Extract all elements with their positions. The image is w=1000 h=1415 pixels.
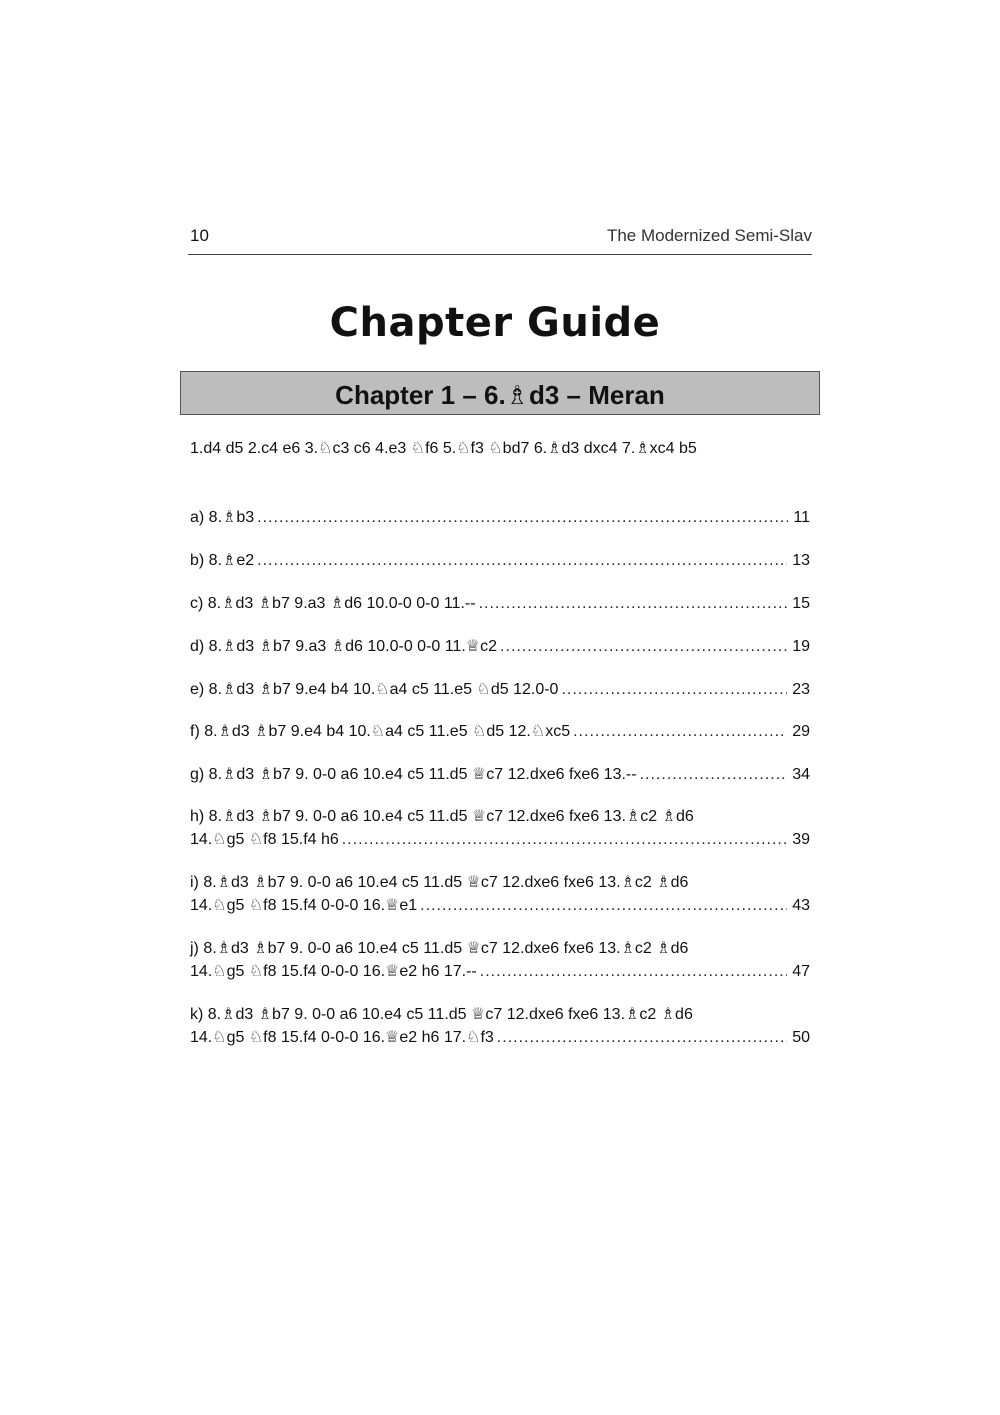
toc-dot-leader: [561, 678, 787, 701]
toc-entry[interactable]: [190, 549, 810, 572]
page-number: 10: [190, 226, 209, 245]
toc-line: [190, 720, 810, 743]
toc-line: [190, 1003, 810, 1026]
toc-variation-text: h) 8.♗d3 ♗b7 9. 0-0 a6 10.e4 c5 11.d5 ♕c7 12.dxe6 fxe6 13.♗c2 ♗d6: [190, 808, 694, 825]
toc-entry[interactable]: [190, 871, 810, 917]
toc-variation-text: c) 8.♗d3 ♗b7 9.a3 ♗d6 10.0-0 0-0 11.--: [190, 595, 476, 612]
toc-page-number: 43: [792, 897, 810, 914]
toc-line: [190, 871, 810, 894]
toc-dot-leader: [479, 592, 788, 615]
toc-entry[interactable]: [190, 805, 810, 851]
toc-variation-text: 14.♘g5 ♘f8 15.f4 0-0-0 16.♕e2 h6 17.♘f3: [190, 1029, 494, 1046]
toc-dot-leader: [500, 635, 787, 658]
toc-line: [190, 763, 810, 786]
toc-entry[interactable]: [190, 720, 810, 743]
toc-dot-leader: [480, 960, 787, 983]
toc-variation-text: 14.♘g5 ♘f8 15.f4 h6: [190, 831, 339, 848]
book-title: The Modernized Semi-Slav: [606, 226, 812, 245]
toc-variation-text: b) 8.♗e2: [190, 552, 255, 569]
toc-variation-text: g) 8.♗d3 ♗b7 9. 0-0 a6 10.e4 c5 11.d5 ♕c7 12.dxe6 fxe6 13.--: [190, 766, 637, 783]
toc-dot-leader: [257, 506, 788, 529]
toc-line: [190, 635, 810, 658]
main-line-moves: 1.d4 d5 2.c4 e6 3.♘c3 c6 4.e3 ♘f6 5.♘f3 ♘bd7 6.♗d3 dxc4 7.♗xc4 b5: [190, 440, 697, 457]
toc-variation-text: 14.♘g5 ♘f8 15.f4 0-0-0 16.♕e1: [190, 897, 418, 914]
toc-line: [190, 506, 810, 529]
toc-variation-text: i) 8.♗d3 ♗b7 9. 0-0 a6 10.e4 c5 11.d5 ♕c7 12.dxe6 fxe6 13.♗c2 ♗d6: [190, 874, 689, 891]
toc-line: [190, 805, 810, 828]
toc-dot-leader: [573, 720, 787, 743]
toc-variation-text: f) 8.♗d3 ♗b7 9.e4 b4 10.♘a4 c5 11.e5 ♘d5 12.♘xc5: [190, 723, 571, 740]
toc-dot-leader: [420, 894, 787, 917]
toc-dot-leader: [257, 549, 787, 572]
toc-dot-leader: [497, 1026, 787, 1049]
toc-line: [190, 1026, 810, 1049]
toc-page-number: 13: [792, 552, 810, 569]
toc-variation-text: j) 8.♗d3 ♗b7 9. 0-0 a6 10.e4 c5 11.d5 ♕c7 12.dxe6 fxe6 13.♗c2 ♗d6: [190, 940, 689, 957]
chapter-heading-box: [180, 371, 820, 415]
toc-page-number: 39: [792, 831, 810, 848]
toc-page-number: 47: [792, 963, 810, 980]
toc-line: [190, 549, 810, 572]
toc-page-number: 23: [792, 681, 810, 698]
toc-variation-text: e) 8.♗d3 ♗b7 9.e4 b4 10.♘a4 c5 11.e5 ♘d5 12.0-0: [190, 681, 559, 698]
toc-dot-leader: [342, 828, 787, 851]
toc-entry[interactable]: [190, 678, 810, 701]
toc-line: [190, 592, 810, 615]
toc-page-number: 11: [793, 509, 810, 526]
toc-line: [190, 678, 810, 701]
toc-line: [190, 937, 810, 960]
chapter-heading: Chapter 1 – 6.♗d3 – Meran: [335, 380, 665, 410]
toc-dot-leader: [640, 763, 788, 786]
running-header: [188, 226, 812, 255]
toc-variation-text: k) 8.♗d3 ♗b7 9. 0-0 a6 10.e4 c5 11.d5 ♕c7 12.dxe6 fxe6 13.♗c2 ♗d6: [190, 1006, 693, 1023]
toc-page-number: 50: [792, 1029, 810, 1046]
toc-page-number: 19: [792, 638, 810, 655]
toc-entry[interactable]: [190, 635, 810, 658]
toc-page-number: 34: [792, 766, 810, 783]
toc-entry[interactable]: [190, 506, 810, 529]
toc-entry[interactable]: [190, 1003, 810, 1049]
toc-page-number: 29: [792, 723, 810, 740]
toc-page-number: 15: [792, 595, 810, 612]
toc-variation-text: a) 8.♗b3: [190, 509, 255, 526]
toc-entry[interactable]: [190, 937, 810, 983]
toc-line: [190, 894, 810, 917]
toc-variation-text: 14.♘g5 ♘f8 15.f4 0-0-0 16.♕e2 h6 17.--: [190, 963, 477, 980]
toc-line: [190, 828, 810, 851]
toc-variation-text: d) 8.♗d3 ♗b7 9.a3 ♗d6 10.0-0 0-0 11.♕c2: [190, 638, 498, 655]
toc-entry[interactable]: [190, 763, 810, 786]
toc-line: [190, 960, 810, 983]
page-title: Chapter Guide: [329, 300, 661, 346]
toc-entry[interactable]: [190, 592, 810, 615]
